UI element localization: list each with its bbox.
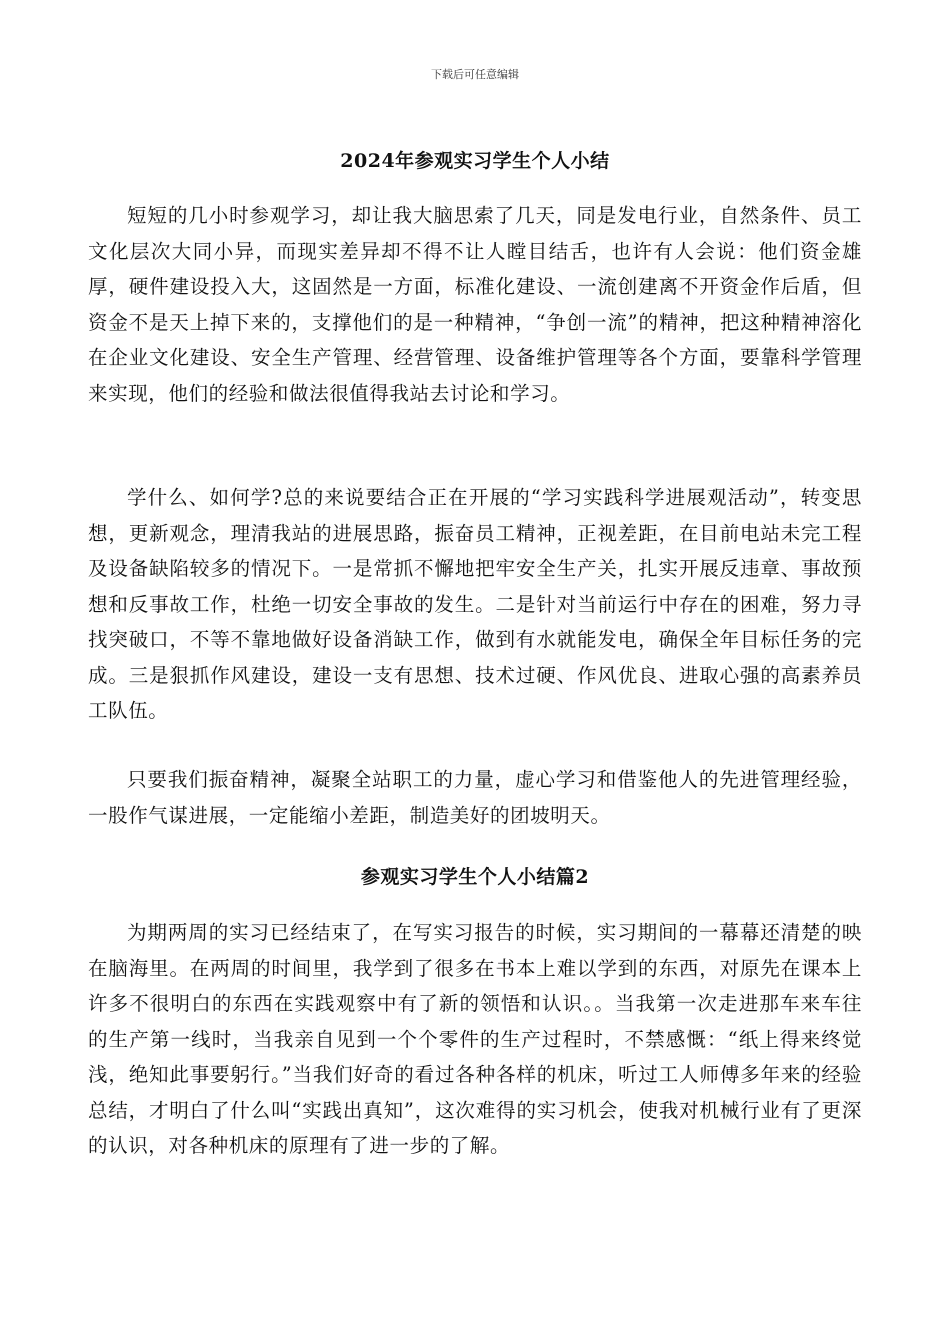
- header-note: 下载后可任意编辑: [431, 68, 519, 81]
- section-2-paragraph-1: 为期两周的实习已经结束了，在写实习报告的时候，实习期间的一幕幕还清楚的映在脑海里。在两周的时间里，我学到了很多在书本上难以学到的东西，对原先在课本上许多不很明白的东西在实践观察中有了新的领悟和认识。。当我第一次走进那车来车往的生产第一线时，当我亲自见到一个个零件的生产过程时，不禁感慨：“纸上得来终觉浅，绝知此事要躬行。”当我们好奇的看过各种各样的机床，听过工人师傅多年来的经验总结，才明白了什么叫“实践出真知”，这次难得的实习机会，使我对机械行业有了更深的认识，对各种机床的原理有了进一步的了解。: [88, 921, 862, 1157]
- paragraph-1: 短短的几小时参观学习，却让我大脑思索了几天，同是发电行业，自然条件、员工文化层次大同小异，而现实差异却不得不让人瞠目结舌，也许有人会说：他们资金雄厚，硬件建设投入大，这固然是一方面，标准化建设、一流创建离不开资金作后盾，但资金不是天上掉下来的，支撑他们的是一种精神，“争创一流”的精神，把这种精神溶化在企业文化建设、安全生产管理、经营管理、设备维护管理等各个方面，要靠科学管理来实现，他们的经验和做法很值得我站去讨论和学习。: [88, 204, 862, 405]
- paragraph-3: 只要我们振奋精神，凝聚全站职工的力量，虚心学习和借鉴他人的先进管理经验，一股作气谋进展，一定能缩小差距，制造美好的团坡明天。: [88, 768, 862, 827]
- paragraph-2: 学什么、如何学?总的来说要结合正在开展的“学习实践科学进展观活动”，转变思想，更新观念，理清我站的进展思路，振奋员工精神，正视差距，在目前电站未完工程及设备缺陷较多的情况下。一是常抓不懈地把牢安全生产关，扎实开展反违章、事故预想和反事故工作，杜绝一切安全事故的发生。二是针对当前运行中存在的困难，努力寻找突破口，不等不靠地做好设备消缺工作，做到有水就能发电，确保全年目标任务的完成。三是狠抓作风建设，建设一支有思想、技术过硬、作风优良、进取心强的高素养员工队伍。: [88, 486, 862, 722]
- document-title: 2024年参观实习学生个人小结: [340, 150, 610, 172]
- section-2-title: 参观实习学生个人小结篇2: [360, 866, 590, 888]
